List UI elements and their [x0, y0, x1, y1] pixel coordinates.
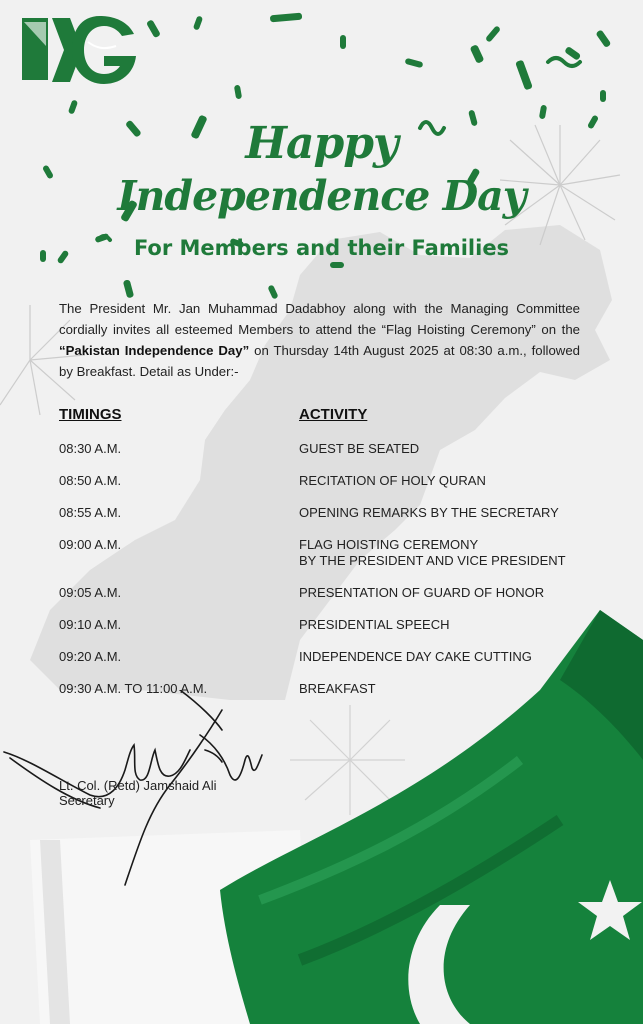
schedule-activity: PRESIDENTIAL SPEECH	[299, 617, 450, 632]
firework-bottom	[290, 705, 405, 815]
invitation-text-1: The President Mr. Jan Muhammad Dadabhoy along with the Managing Committee cordially invites all esteemed Members to attend the “Flag Hoisting Ceremony” on the	[59, 301, 580, 337]
schedule-activity: BREAKFAST	[299, 681, 376, 696]
schedule-activity: GUEST BE SEATED	[299, 441, 420, 456]
schedule-activity: FLAG HOISTING CEREMONY	[299, 537, 479, 552]
schedule-time: 09:10 A.M.	[59, 617, 122, 632]
schedule-time: 09:20 A.M.	[59, 649, 122, 664]
activity-header: ACTIVITY	[299, 406, 368, 423]
signatory-block	[59, 778, 217, 808]
invitation-paragraph	[59, 298, 580, 382]
schedule-time: 09:05 A.M.	[59, 585, 122, 600]
title-happy: Happy	[245, 118, 398, 169]
schedule-activity: OPENING REMARKS BY THE SECRETARY	[299, 505, 559, 520]
schedule-activity-line2: BY THE PRESIDENT AND VICE PRESIDENT	[299, 553, 566, 568]
schedule-time: 08:50 A.M.	[59, 473, 122, 488]
title-independence-day: Independence Day	[117, 172, 526, 220]
schedule-activity: PRESENTATION OF GUARD OF HONOR	[299, 585, 545, 600]
schedule-time: 09:30 A.M. TO 11:00 A.M.	[59, 681, 208, 696]
invitation-text-2: on Thursday 14th August 2025 at 08:30 a.m., followed by Breakfast. Detail as Under:-	[59, 343, 581, 379]
invitation-event: “Pakistan Independence Day”	[59, 343, 250, 358]
timings-header: TIMINGS	[59, 406, 122, 423]
subtitle: For Members and their Families	[133, 236, 510, 260]
schedule-activity: INDEPENDENCE DAY CAKE CUTTING	[299, 649, 532, 664]
schedule-time: 09:00 A.M.	[59, 537, 122, 552]
signatory-name: Lt. Col. (Retd) Jamshaid Ali	[59, 778, 217, 793]
signatory-title: Secretary	[59, 793, 115, 808]
schedule-time: 08:55 A.M.	[59, 505, 122, 520]
kg-logo	[12, 12, 142, 87]
schedule-time: 08:30 A.M.	[59, 441, 122, 456]
schedule-activity: RECITATION OF HOLY QURAN	[299, 473, 486, 488]
